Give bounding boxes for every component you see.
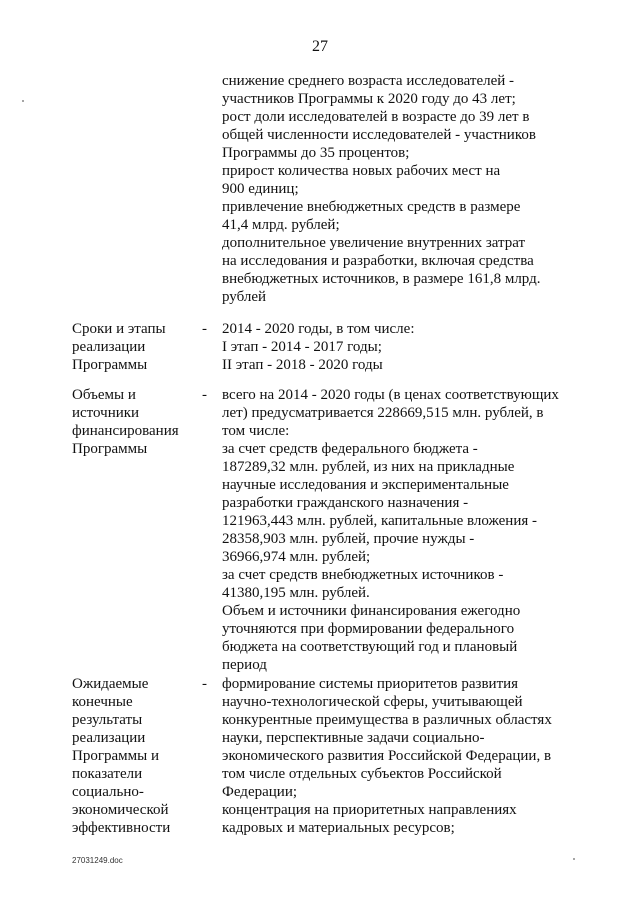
text-line: участников Программы к 2020 году до 43 лет; [222, 91, 516, 107]
section-dash: - [202, 321, 207, 337]
label-line: показатели [72, 766, 143, 782]
label-line: Объемы и [72, 387, 136, 403]
text-line: 187289,32 млн. рублей, из них на прикладные [222, 459, 515, 475]
label-line: финансирования [72, 423, 179, 439]
text-line: рублей [222, 289, 267, 305]
label-line: Ожидаемые [72, 676, 149, 692]
text-line: 41,4 млрд. рублей; [222, 217, 340, 233]
label-line: эффективности [72, 820, 171, 836]
label-line: источники [72, 405, 140, 421]
section-content [222, 675, 602, 837]
text-line: II этап - 2018 - 2020 годы [222, 357, 383, 373]
scan-speck [573, 858, 575, 860]
section-dash: - [202, 676, 207, 692]
label-line: Программы [72, 357, 148, 373]
text-line: всего на 2014 - 2020 годы (в ценах соответствующих [222, 387, 559, 403]
text-line: кадровых и материальных ресурсов; [222, 820, 455, 836]
text-line: за счет средств федерального бюджета - [222, 441, 478, 457]
text-line: привлечение внебюджетных средств в размере [222, 199, 521, 215]
label-line: реализации [72, 339, 146, 355]
text-line: конкурентные преимущества в различных областях [222, 712, 552, 728]
text-line: научно-технологической сферы, учитывающей [222, 694, 523, 710]
text-line: внебюджетных источников, в размере 161,8 млрд. [222, 271, 541, 287]
text-line: Объем и источники финансирования ежегодно [222, 603, 521, 619]
label-line: Программы [72, 441, 148, 457]
label-line: реализации [72, 730, 146, 746]
text-line: науки, перспективные задачи социально- [222, 730, 485, 746]
section-label [72, 320, 192, 374]
text-line: 900 единиц; [222, 181, 299, 197]
text-line: 2014 - 2020 годы, в том числе: [222, 321, 415, 337]
page-number: 27 [312, 38, 328, 55]
text-line: формирование системы приоритетов развития [222, 676, 519, 692]
text-line: разработки гражданского назначения - [222, 495, 469, 511]
text-line: экономического развития Российской Федерации, в [222, 748, 552, 764]
scan-speck [22, 100, 24, 102]
text-line: общей численности исследователей - участников [222, 127, 536, 143]
text-line: научные исследования и экспериментальные [222, 477, 509, 493]
text-line: период [222, 657, 267, 673]
text-line: концентрация на приоритетных направлениях [222, 802, 517, 818]
text-line: том числе отдельных субъектов Российской [222, 766, 502, 782]
text-line: Программы до 35 процентов; [222, 145, 410, 161]
section-dash: - [202, 387, 207, 403]
text-line: за счет средств внебюджетных источников - [222, 567, 504, 583]
text-line: I этап - 2014 - 2017 годы; [222, 339, 382, 355]
label-line: социально- [72, 784, 144, 800]
text-line: на исследования и разработки, включая средства [222, 253, 534, 269]
text-line: 41380,195 млн. рублей. [222, 585, 370, 601]
label-line: экономической [72, 802, 169, 818]
continuation-text [222, 72, 602, 306]
section-content [222, 320, 602, 374]
text-line: 28358,903 млн. рублей, прочие нужды - [222, 531, 475, 547]
section-label [72, 675, 192, 837]
section-label [72, 386, 192, 458]
label-line: конечные [72, 694, 133, 710]
text-line: 36966,974 млн. рублей; [222, 549, 371, 565]
text-line: 121963,443 млн. рублей, капитальные вложения - [222, 513, 537, 529]
text-line: Федерации; [222, 784, 298, 800]
label-line: Сроки и этапы [72, 321, 166, 337]
label-line: Программы и [72, 748, 159, 764]
text-line: бюджета на соответствующий год и плановый [222, 639, 518, 655]
text-line: рост доли исследователей в возрасте до 39 лет в [222, 109, 530, 125]
text-line: лет) предусматривается 228669,515 млн. рублей, в [222, 405, 544, 421]
label-line: результаты [72, 712, 143, 728]
text-line: снижение среднего возраста исследователей - [222, 73, 515, 89]
section-content [222, 386, 602, 674]
text-line: уточняются при формировании федерального [222, 621, 515, 637]
text-line: прирост количества новых рабочих мест на [222, 163, 501, 179]
document-filename: 27031249.doc [72, 856, 123, 865]
text-line: дополнительное увеличение внутренних затрат [222, 235, 526, 251]
text-line: том числе: [222, 423, 290, 439]
